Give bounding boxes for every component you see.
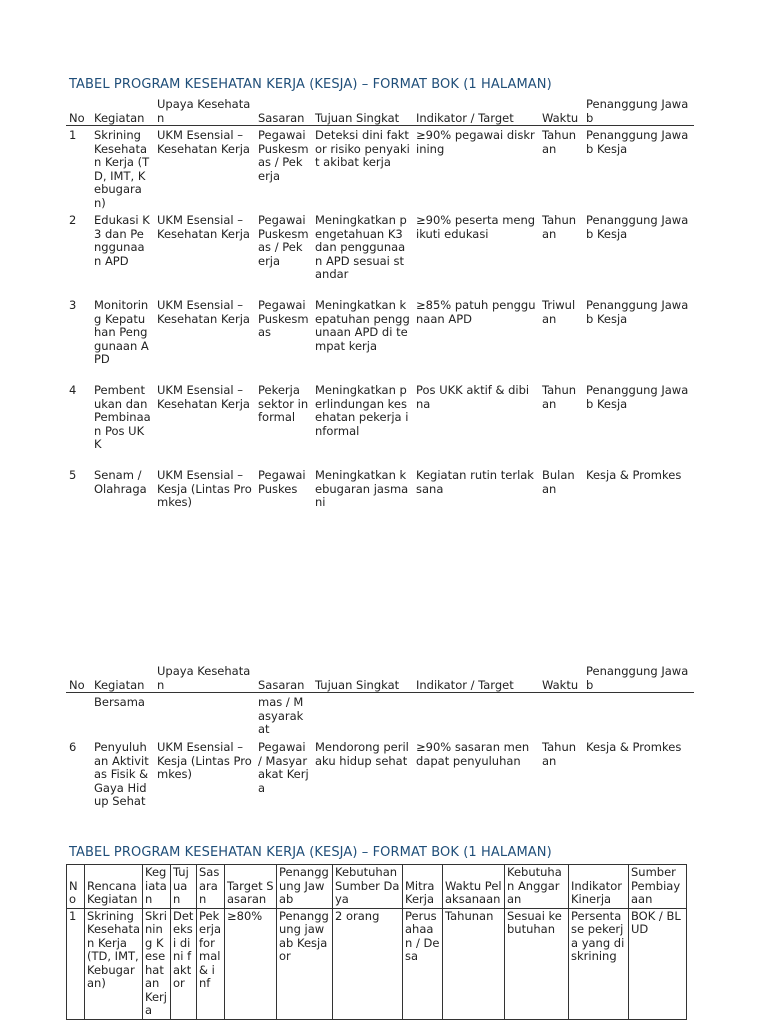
table-cell: Tahunan [542,740,577,768]
table-cell: Pegawai Puskesmas / Pekerja [258,128,309,183]
table-cell: Skrining Kesehatan Kerja (TD, IMT, Kebugaran) [94,128,150,210]
table-cell: Kesja & Promkes [586,740,682,754]
table-cell: Pegawai Puskesmas [258,298,309,339]
header-cell: Upaya Kesehatan [157,664,251,692]
header-cell: Penanggung Jawab [277,865,333,909]
table-cell: Perusahaan / Desa [403,908,443,1019]
table-cell [154,696,255,741]
header-cell: Mitra Kerja [403,865,443,909]
table-cell: Kesja & Promkes [586,468,682,482]
doc-title-1: TABEL PROGRAM KESEHATAN KERJA (KESJA) – FORMAT BOK (1 HALAMAN) [69,77,552,92]
table-cell: ≥85% patuh penggunaan APD [416,298,536,326]
table-cell: Pegawai / Masyarakat Kerja [258,740,309,795]
table-cell: BOK / BLUD [629,908,687,1019]
header-cell: No [69,110,85,125]
table-cell: Tahunan [542,213,577,241]
header-cell: Tujuan Singkat [315,110,400,125]
header-cell: Waktu [542,110,579,125]
table-cell: Penanggung jawab Kesjaor [277,908,333,1019]
header-cell: No [67,865,85,909]
table-cell: UKM Esensial – Kesehatan Kerja [157,128,250,156]
table-row [66,384,694,469]
header-cell: Target Sasaran [225,865,277,909]
table-cell: Deteksi dini faktor [171,908,197,1019]
table-cell: Skrining Kesehatan Kerja (TD, IMT, Kebugaran) [85,908,143,1019]
table-cell: Penanggung Jawab Kesja [586,298,689,326]
header-cell: Kegiatan [143,865,171,909]
table-cell [312,696,413,741]
header-cell: Penanggung Jawab [586,664,689,692]
table-cell: Kegiatan rutin terlaksana [416,468,534,496]
header-cell: Upaya Kesehatan [157,97,251,125]
table-cell: UKM Esensial – Kesja (Lintas Promkes) [157,740,252,781]
table-row [66,693,694,741]
table-cell: Penanggung Jawab Kesja [586,213,689,241]
table-cell: Meningkatkan pengetahuan K3 dan penggunaan APD sesuai standar [315,213,407,281]
table-cell: Edukasi K3 dan Penggunaan APD [94,213,150,268]
table-cell: 4 [69,383,77,397]
header-cell: Sumber Pembiayaan [629,865,687,909]
table-cell: Triwulan [542,298,576,326]
table-row [66,214,694,299]
table-cell: Pembentukan dan Pembinaan Pos UKK [94,383,151,451]
table-cell [583,696,694,741]
header-cell: Waktu [542,677,579,692]
header-cell: Indikator / Target [416,677,514,692]
header-cell: Tujuan [171,865,197,909]
header-cell: Rencana Kegiatan [85,865,143,909]
table-cell: 5 [69,468,77,482]
table-cell: Bulanan [542,468,575,496]
table-cell [66,696,91,741]
kesja-table-2 [66,665,694,841]
table-cell [413,696,539,741]
table-cell: Pegawai Puskes [258,468,306,496]
table-cell: UKM Esensial – Kesja (Lintas Promkes) [157,468,252,509]
table-cell: Penanggung Jawab Kesja [586,128,689,156]
header-cell: Sasaran [258,677,305,692]
table-cell: ≥90% sasaran mendapat penyuluhan [416,740,530,768]
table-cell: Tahunan [542,128,577,156]
table-cell: Meningkatkan kebugaran jasmani [315,468,409,509]
table-cell: Tahunan [443,908,505,1019]
table-cell: Pos UKK aktif & dibina [416,383,530,411]
table-cell: Tahunan [542,383,577,411]
table-cell: ≥80% [225,908,277,1019]
header-cell: Tujuan Singkat [315,677,400,692]
table-cell: UKM Esensial – Kesehatan Kerja [157,383,250,411]
header-cell: Penanggung Jawab [586,97,689,125]
header-cell: Indikator / Target [416,110,514,125]
table-cell: Deteksi dini faktor risiko penyakit akibat kerja [315,128,410,169]
header-cell: No [69,677,85,692]
table-cell: Pekerja sektor informal [258,383,309,424]
table-cell: Pegawai Puskesmas / Pekerja [258,213,309,268]
table-cell [539,696,583,741]
table-header [66,98,694,126]
header-cell: Indikator Kinerja [569,865,629,909]
header-cell: Sasaran [197,865,225,909]
table-header [66,665,694,693]
table-header [67,865,687,909]
table-cell: 3 [69,298,77,312]
table-cell: UKM Esensial – Kesehatan Kerja [157,213,250,241]
table-cell: mas / Masyarakat [258,695,304,736]
table-cell: 2 [69,213,77,227]
table-row [66,126,694,214]
table-cell: Pekerja formal & inf [197,908,225,1019]
header-cell: Sasaran [258,110,305,125]
table-cell: UKM Esensial – Kesehatan Kerja [157,298,250,326]
table-cell: ≥90% peserta mengikuti edukasi [416,213,536,241]
table-row [67,908,687,1019]
table-cell: Penyuluhan Aktivitas Fisik & Gaya Hidup Sehat [94,740,149,808]
table-cell: Penanggung Jawab Kesja [586,383,689,411]
table-row [66,299,694,384]
header-cell: Kegiatan [94,677,145,692]
table-cell: Bersama [94,695,145,709]
table-cell: Persentase pekerja yang diskrining [569,908,629,1019]
table-cell: 1 [67,908,85,1019]
table-cell: ≥90% pegawai diskrining [416,128,535,156]
doc-title-2: TABEL PROGRAM KESEHATAN KERJA (KESJA) – FORMAT BOK (1 HALAMAN) [69,845,552,860]
table-cell: Mendorong perilaku hidup sehat [315,740,409,768]
header-cell: Waktu Pelaksanaan [443,865,505,909]
table-row [66,741,694,841]
table-row [66,469,694,514]
header-cell: Kebutuhan Anggaran [505,865,569,909]
bok-table [66,864,687,1020]
table-cell: Meningkatkan perlindungan kesehatan pekerja informal [315,383,409,438]
kesja-table-1 [66,98,694,514]
table-cell: 1 [69,128,77,142]
header-cell: Kebutuhan Sumber Daya [333,865,403,909]
table-cell: Sesuai kebutuhan [505,908,569,1019]
header-cell: Kegiatan [94,110,145,125]
table-cell: Senam / Olahraga [94,468,147,496]
table-cell: 6 [69,740,77,754]
table-cell: Skrining Kesehatan Kerja [143,908,171,1019]
table-cell: Meningkatkan kepatuhan penggunaan APD di tempat kerja [315,298,410,353]
table-cell: 2 orang [333,908,403,1019]
table-cell: Monitoring Kepatuhan Penggunaan APD [94,298,149,366]
